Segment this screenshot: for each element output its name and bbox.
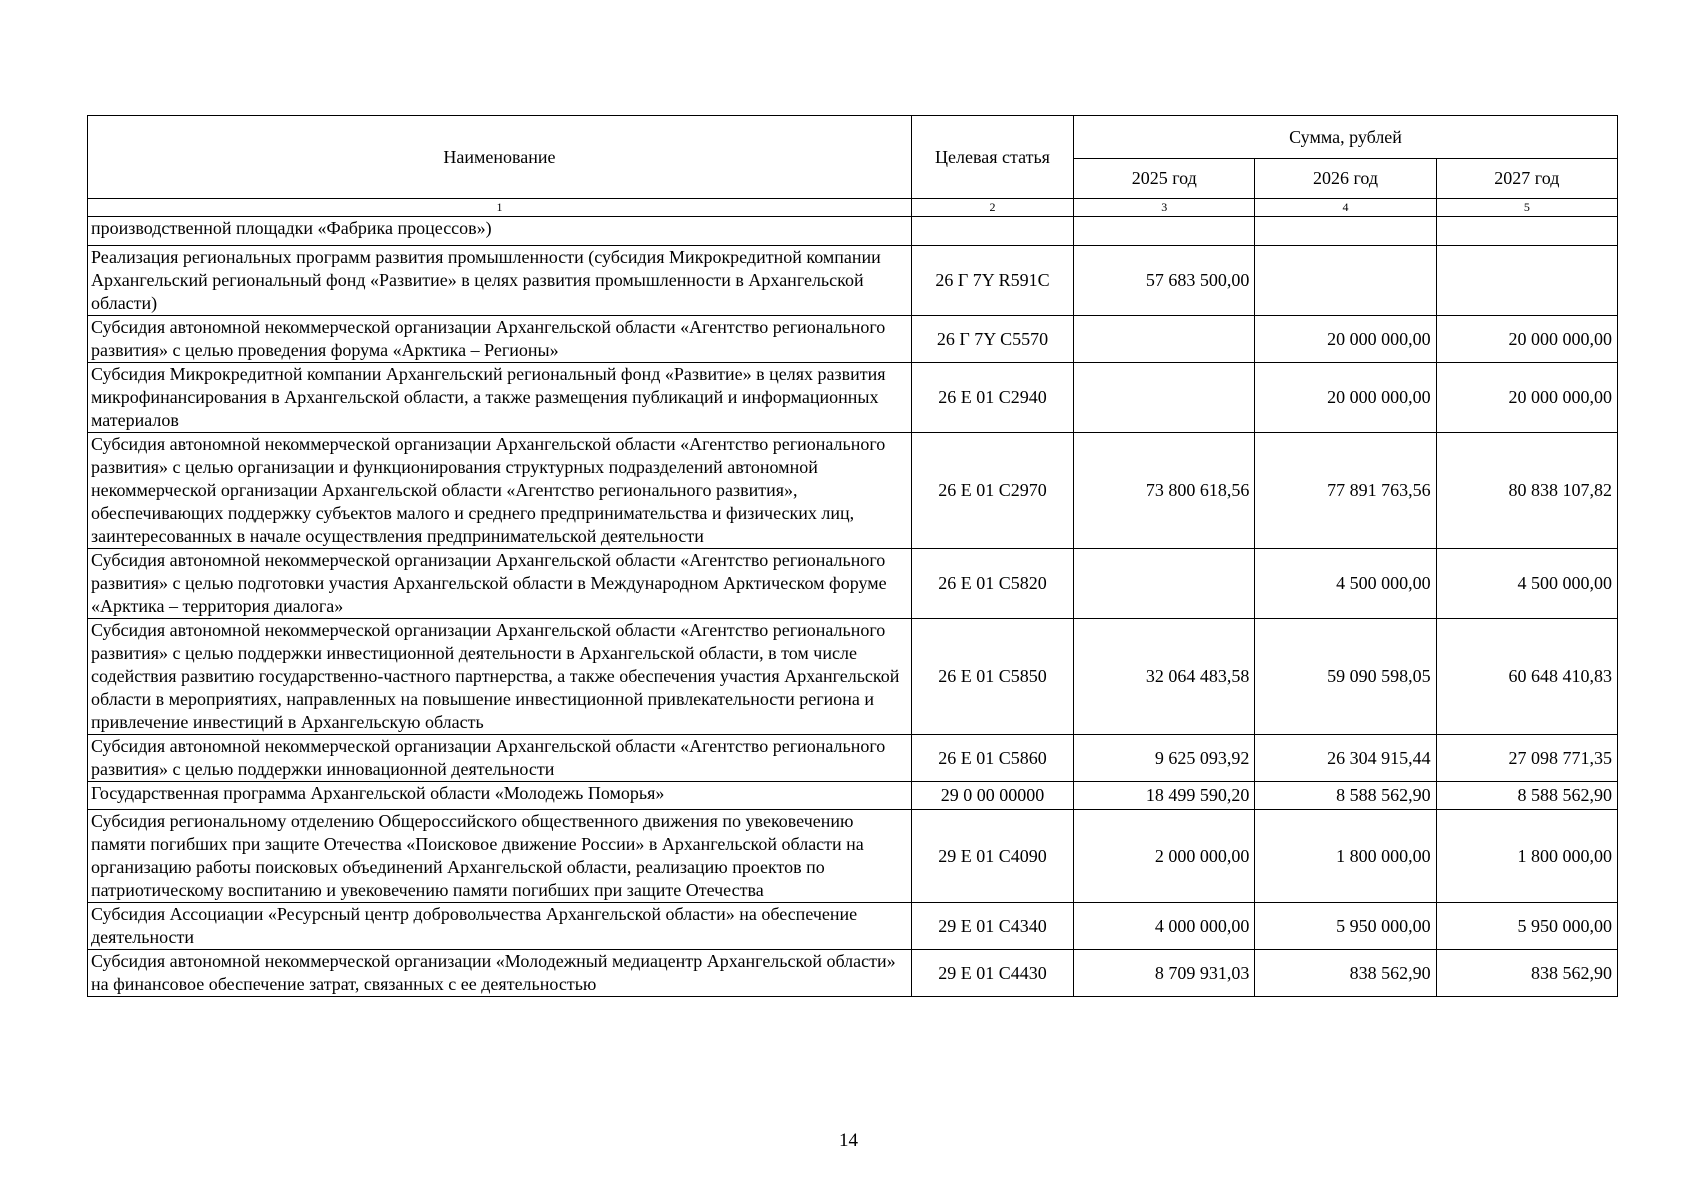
table-row [88, 782, 1618, 810]
row-amount-2026: 20 000 000,00 [1255, 363, 1436, 433]
row-amount-2027: 838 562,90 [1436, 950, 1617, 997]
row-amount-2025: 9 625 093,92 [1074, 735, 1255, 782]
row-amount-2025 [1074, 549, 1255, 619]
table-row [88, 735, 1618, 782]
row-amount-2025: 8 709 931,03 [1074, 950, 1255, 997]
row-amount-2026: 20 000 000,00 [1255, 316, 1436, 363]
row-amount-2026: 1 800 000,00 [1255, 810, 1436, 903]
row-name: Субсидия автономной некоммерческой организации Архангельской области «Агентство регионального развития» с целью поддержки инвестиционной деятельности в Архангельской области, в том числе содействия развитию государственно-частного партнерства, а также обеспечения участия Архангельской области в мероприятиях, направленных на повышение инвестиционной привлекательности региона и привлечение инвестиций в Архангельскую область [88, 619, 912, 735]
column-numbers-row [88, 199, 1618, 217]
row-code: 29 Е 01 С4090 [911, 810, 1073, 903]
row-amount-2026: 838 562,90 [1255, 950, 1436, 997]
row-code: 26 Е 01 С2970 [911, 433, 1073, 549]
row-amount-2025: 32 064 483,58 [1074, 619, 1255, 735]
row-name: производственной площадки «Фабрика процессов») [88, 217, 912, 246]
row-code: 26 Е 01 С5860 [911, 735, 1073, 782]
page-number: 14 [839, 1130, 858, 1151]
table-row [88, 950, 1618, 997]
header-name: Наименование [88, 116, 912, 199]
row-code: 29 0 00 00000 [911, 782, 1073, 810]
row-name: Субсидия Ассоциации «Ресурсный центр добровольчества Архангельской области» на обеспечение деятельности [88, 903, 912, 950]
row-code: 29 Е 01 С4430 [911, 950, 1073, 997]
header-year-2025: 2025 год [1074, 159, 1255, 199]
row-amount-2027: 27 098 771,35 [1436, 735, 1617, 782]
row-amount-2027: 5 950 000,00 [1436, 903, 1617, 950]
row-amount-2027 [1436, 217, 1617, 246]
row-amount-2025: 4 000 000,00 [1074, 903, 1255, 950]
row-amount-2025 [1074, 217, 1255, 246]
row-name: Субсидия Микрокредитной компании Архангельский региональный фонд «Развитие» в целях развития микрофинансирования в Архангельской области, а также размещения публикаций и информационных материалов [88, 363, 912, 433]
header-row [88, 116, 1618, 159]
row-amount-2027: 20 000 000,00 [1436, 316, 1617, 363]
row-amount-2026: 59 090 598,05 [1255, 619, 1436, 735]
column-number: 3 [1074, 199, 1255, 217]
header-code: Целевая статья [911, 116, 1073, 199]
row-amount-2026: 4 500 000,00 [1255, 549, 1436, 619]
row-amount-2027: 4 500 000,00 [1436, 549, 1617, 619]
table-row [88, 549, 1618, 619]
row-name: Реализация региональных программ развития промышленности (субсидия Микрокредитной компании Архангельский региональный фонд «Развитие» в целях развития промышленности в Архангельской области) [88, 246, 912, 316]
row-code: 26 Е 01 С5820 [911, 549, 1073, 619]
table-row [88, 363, 1618, 433]
row-amount-2025: 73 800 618,56 [1074, 433, 1255, 549]
row-amount-2025 [1074, 316, 1255, 363]
row-amount-2026: 26 304 915,44 [1255, 735, 1436, 782]
header-year-2027: 2027 год [1436, 159, 1617, 199]
row-amount-2025: 57 683 500,00 [1074, 246, 1255, 316]
row-amount-2027: 80 838 107,82 [1436, 433, 1617, 549]
row-amount-2027 [1436, 246, 1617, 316]
row-amount-2026: 77 891 763,56 [1255, 433, 1436, 549]
row-code: 26 Г 7Y R591C [911, 246, 1073, 316]
row-code: 26 Г 7Y C5570 [911, 316, 1073, 363]
row-name: Субсидия автономной некоммерческой организации Архангельской области «Агентство регионального развития» с целью поддержки инновационной деятельности [88, 735, 912, 782]
row-name: Субсидия автономной некоммерческой организации Архангельской области «Агентство регионального развития» с целью проведения форума «Арктика – Регионы» [88, 316, 912, 363]
row-amount-2026 [1255, 217, 1436, 246]
table-row [88, 246, 1618, 316]
column-number: 2 [911, 199, 1073, 217]
row-code: 29 Е 01 С4340 [911, 903, 1073, 950]
column-number: 5 [1436, 199, 1617, 217]
row-amount-2027: 60 648 410,83 [1436, 619, 1617, 735]
table-row [88, 903, 1618, 950]
row-name: Субсидия автономной некоммерческой организации «Молодежный медиацентр Архангельской области» на финансовое обеспечение затрат, связанных с ее деятельностью [88, 950, 912, 997]
header-sum: Сумма, рублей [1074, 116, 1618, 159]
row-code [911, 217, 1073, 246]
row-code: 26 Е 01 С5850 [911, 619, 1073, 735]
row-amount-2026 [1255, 246, 1436, 316]
table-row [88, 619, 1618, 735]
table-row [88, 810, 1618, 903]
row-amount-2025: 2 000 000,00 [1074, 810, 1255, 903]
row-amount-2027: 20 000 000,00 [1436, 363, 1617, 433]
row-amount-2026: 8 588 562,90 [1255, 782, 1436, 810]
row-name: Государственная программа Архангельской области «Молодежь Поморья» [88, 782, 912, 810]
row-code: 26 Е 01 С2940 [911, 363, 1073, 433]
table-row [88, 316, 1618, 363]
budget-table [87, 115, 1618, 997]
table-row [88, 217, 1618, 246]
table-row [88, 433, 1618, 549]
row-amount-2027: 8 588 562,90 [1436, 782, 1617, 810]
column-number: 1 [88, 199, 912, 217]
row-amount-2026: 5 950 000,00 [1255, 903, 1436, 950]
row-amount-2025: 18 499 590,20 [1074, 782, 1255, 810]
row-name: Субсидия автономной некоммерческой организации Архангельской области «Агентство регионального развития» с целью подготовки участия Архангельской области в Международном Арктическом форуме «Арктика – территория диалога» [88, 549, 912, 619]
row-amount-2027: 1 800 000,00 [1436, 810, 1617, 903]
row-name: Субсидия региональному отделению Общероссийского общественного движения по увековечению памяти погибших при защите Отечества «Поисковое движение России» в Архангельской области на организацию работы поисковых объединений Архангельской области, реализацию проектов по патриотическому воспитанию и увековечению памяти погибших при защите Отечества [88, 810, 912, 903]
row-amount-2025 [1074, 363, 1255, 433]
row-name: Субсидия автономной некоммерческой организации Архангельской области «Агентство регионального развития» с целью организации и функционирования структурных подразделений автономной некоммерческой организации Архангельской области «Агентство регионального развития», обеспечивающих поддержку субъектов малого и среднего предпринимательства и физических лиц, заинтересованных в начале осуществления предпринимательской деятельности [88, 433, 912, 549]
header-year-2026: 2026 год [1255, 159, 1436, 199]
column-number: 4 [1255, 199, 1436, 217]
